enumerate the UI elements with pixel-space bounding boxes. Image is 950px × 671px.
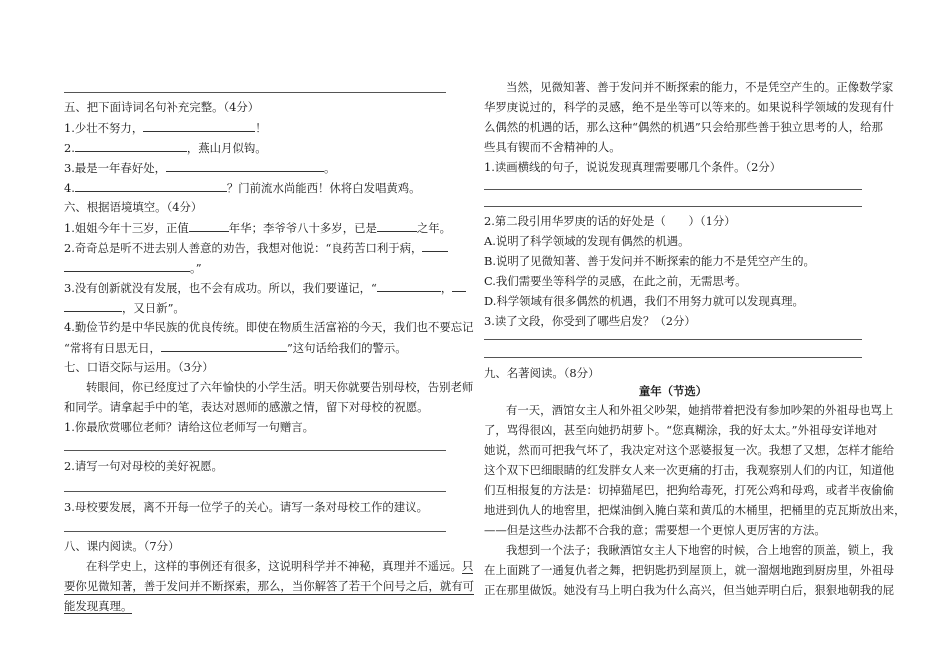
context-q1-text-a: 1.姐姐今年十三岁，正值 <box>64 221 189 235</box>
excerpt-line: 地进到仇人的地窖里，把煤油倒入腌白菜和黄瓜的木桶里，把桶里的克瓦斯放出来， <box>484 503 906 517</box>
context-q1 <box>64 219 451 236</box>
context-q4-blank[interactable] <box>161 339 287 352</box>
poem-q2-text: 2. <box>64 141 75 155</box>
excerpt-line: 我想到一个法子；我瞅酒馆女主人下地窖的时候，合上地窖的顶盖，锁上，我 <box>506 543 894 557</box>
context-q4-line2 <box>64 339 407 356</box>
context-q4-text: “常将有日思无日， <box>64 341 161 355</box>
option-b[interactable]: B.说明了见微知著、善于发问并不断探索的能力不是凭空产生的。 <box>484 254 815 268</box>
poem-q3-blank[interactable] <box>166 159 324 172</box>
oral-q2: 2.请写一句对母校的美好祝愿。 <box>64 459 223 473</box>
reading-para-line3 <box>64 598 132 614</box>
excerpt-line: 在上面跳了一通复仇者之舞，把钥匙扔到屋顶上，就一溜烟地跑到厨房里，外祖母 <box>484 563 895 577</box>
excerpt-line: 了，骂得很凶，甚至向她扔胡萝卜。“您真糊涂，我的好太太。”外祖母安详地对 <box>484 423 878 437</box>
reading-para-text: 在科学史上，这样的事例还有很多，这说明科学并不神秘，真理并不遥远。 <box>86 559 462 573</box>
context-q3-blank-1[interactable] <box>377 279 441 292</box>
poem-q4-blank[interactable] <box>75 179 227 192</box>
passage-line4: 些具有锲而不舍精神的人。 <box>484 140 621 154</box>
context-q3-end: ，又日新”。 <box>122 301 185 315</box>
excerpt-line: 这个双下巴细眼睛的红发胖女人来一次更痛的打击，我观察别人们的内讧，知道他 <box>484 463 895 477</box>
oral-q2-answer-line[interactable] <box>64 491 446 492</box>
reading-q3-answer-line-1[interactable] <box>484 339 862 340</box>
context-q1-blank-2[interactable] <box>377 219 417 232</box>
section-7-heading: 七、口语交际与运用。（3分） <box>64 360 214 374</box>
excerpt-line: ——但是这些办法都不合我的意；需要想一个更惊人更厉害的方法。 <box>484 523 826 537</box>
context-q3-blank-2a[interactable] <box>452 279 466 292</box>
context-q4-line1: 4.勤俭节约是中华民族的优良传统。即使在物质生活富裕的今天，我们也不要忘记 <box>64 320 474 334</box>
reading-q2-stem: 2.第二段引用华罗庚的话的好处是（ ）（1分） <box>484 214 736 228</box>
passage-line2: 华罗庚说过的，科学的灵感，绝不是坐等可以等来的。如果说科学领域的发现有什 <box>484 100 895 114</box>
poem-q3 <box>64 159 335 176</box>
context-q2-line2 <box>64 259 202 276</box>
oral-q1-answer-line[interactable] <box>64 450 446 451</box>
reading-q1-answer-line-2[interactable] <box>484 206 862 207</box>
passage-line3: 么偶然的机遇的话，那么这种“偶然的机遇”只会给那些善于独立思考的人，给那 <box>484 120 883 134</box>
context-q3-text: 3.没有创新就没有发展，也不会有成功。所以，我们要谨记，“ <box>64 281 377 295</box>
oral-intro-line1: 转眼间，你已经度过了六年愉快的小学生活。明天你就要告别母校，告别老师 <box>86 380 474 394</box>
context-q2-blank-b[interactable] <box>64 259 190 272</box>
excerpt-line: 们互相报复的方法是：切掉猫尾巴，把狗给毒死，打死公鸡和母鸡，或者半夜偷偷 <box>484 483 895 497</box>
poem-q4-text: 4. <box>64 181 75 195</box>
oral-q1: 1.你最欣赏哪位老师？请给这位老师写一句赠言。 <box>64 420 315 434</box>
option-d[interactable]: D.科学领域有很多偶然的机遇，我们不用努力就可以发现真理。 <box>484 294 804 308</box>
poem-q2-blank[interactable] <box>75 139 187 152</box>
poem-q1-text: 1.少壮不努力， <box>64 121 144 135</box>
poem-q2-end: ，燕山月似钩。 <box>186 141 267 155</box>
excerpt-title: 童年（节选） <box>638 384 708 398</box>
poem-q4 <box>64 179 421 196</box>
context-q3-blank-2b[interactable] <box>64 299 122 312</box>
context-q1-text-b: 年华；李爷爷八十多岁，已是 <box>228 221 377 235</box>
context-q2-line1 <box>64 239 448 256</box>
section-8-heading: 八、课内阅读。（7分） <box>64 539 180 553</box>
option-a[interactable]: A.说明了科学领域的发现有偶然的机遇。 <box>484 234 690 248</box>
section-6-heading: 六、根据语境填空。（4分） <box>64 200 203 214</box>
context-q1-text-c: 之年。 <box>416 221 452 235</box>
poem-q3-text: 3.最是一年春好处， <box>64 161 166 175</box>
section-5-heading: 五、把下面诗词名句补充完整。（4分） <box>64 100 260 114</box>
poem-q4-end: ？门前流水尚能西！休将白发唱黄鸡。 <box>226 181 421 195</box>
poem-q1-end: ！ <box>255 121 267 135</box>
reading-q1: 1.读画横线的句子，说说发现真理需要哪几个条件。（2分） <box>484 160 782 174</box>
context-q2-end: 。” <box>190 261 202 275</box>
section-9-heading: 九、名著阅读。（8分） <box>484 366 600 380</box>
context-q2-text: 2.奇奇总是听不进去别人善意的劝告，我想对他说：“良药苦口利于病， <box>64 241 423 255</box>
oral-q3-answer-line[interactable] <box>64 531 446 532</box>
context-q3-comma: ， <box>440 281 453 295</box>
excerpt-line: 有一天，酒馆女主人和外祖父吵架，她捎带着把没有参加吵架的外祖母也骂上 <box>506 403 894 417</box>
answer-line[interactable] <box>64 92 446 93</box>
poem-q1 <box>64 119 267 136</box>
excerpt-line: 她说，然而可把我气坏了，我决定对这个恶婆报复一次。我想了又想，怎样才能给 <box>484 443 895 457</box>
poem-q2 <box>64 139 267 156</box>
reading-q3: 3.读了文段，你受到了哪些启发？（2分） <box>484 314 696 328</box>
oral-intro-line2: 和同学。请拿起手中的笔，表达对恩师的感激之情，留下对母校的祝愿。 <box>64 400 429 414</box>
reading-q3-answer-line-2[interactable] <box>484 357 862 358</box>
poem-q3-end: 。 <box>324 161 336 175</box>
oral-q3: 3.母校要发展，离不开每一位学子的关心。请写一条对母校工作的建议。 <box>64 500 428 514</box>
context-q2-blank-a[interactable] <box>422 239 448 252</box>
reading-q1-answer-line-1[interactable] <box>484 189 862 190</box>
excerpt-line: 正在那里做饭。她没有马上明白我为什么高兴，但当她弄明白后，狠狠地朝我的屁 <box>484 583 895 597</box>
context-q3-line2 <box>64 299 185 316</box>
context-q4-end: ”这句话给我们的警示。 <box>286 341 407 355</box>
poem-q1-blank[interactable] <box>143 119 255 132</box>
reading-underlined-start: 只 <box>461 559 474 573</box>
reading-underlined-end: 能发现真理。 <box>64 599 133 613</box>
context-q1-blank-1[interactable] <box>189 219 229 232</box>
reading-para-line1 <box>86 558 473 574</box>
passage-line1: 当然，见微知著、善于发问并不断探索的能力，不是凭空产生的。正像数学家 <box>506 80 894 94</box>
option-c[interactable]: C.我们需要坐等科学的灵感，在此之前，无需思考。 <box>484 274 747 288</box>
reading-para-line2: 要你见微知著，善于发问并不断探索，那么，当你解答了若干个问号之后，就有可 <box>64 579 475 593</box>
context-q3-line1 <box>64 279 466 296</box>
